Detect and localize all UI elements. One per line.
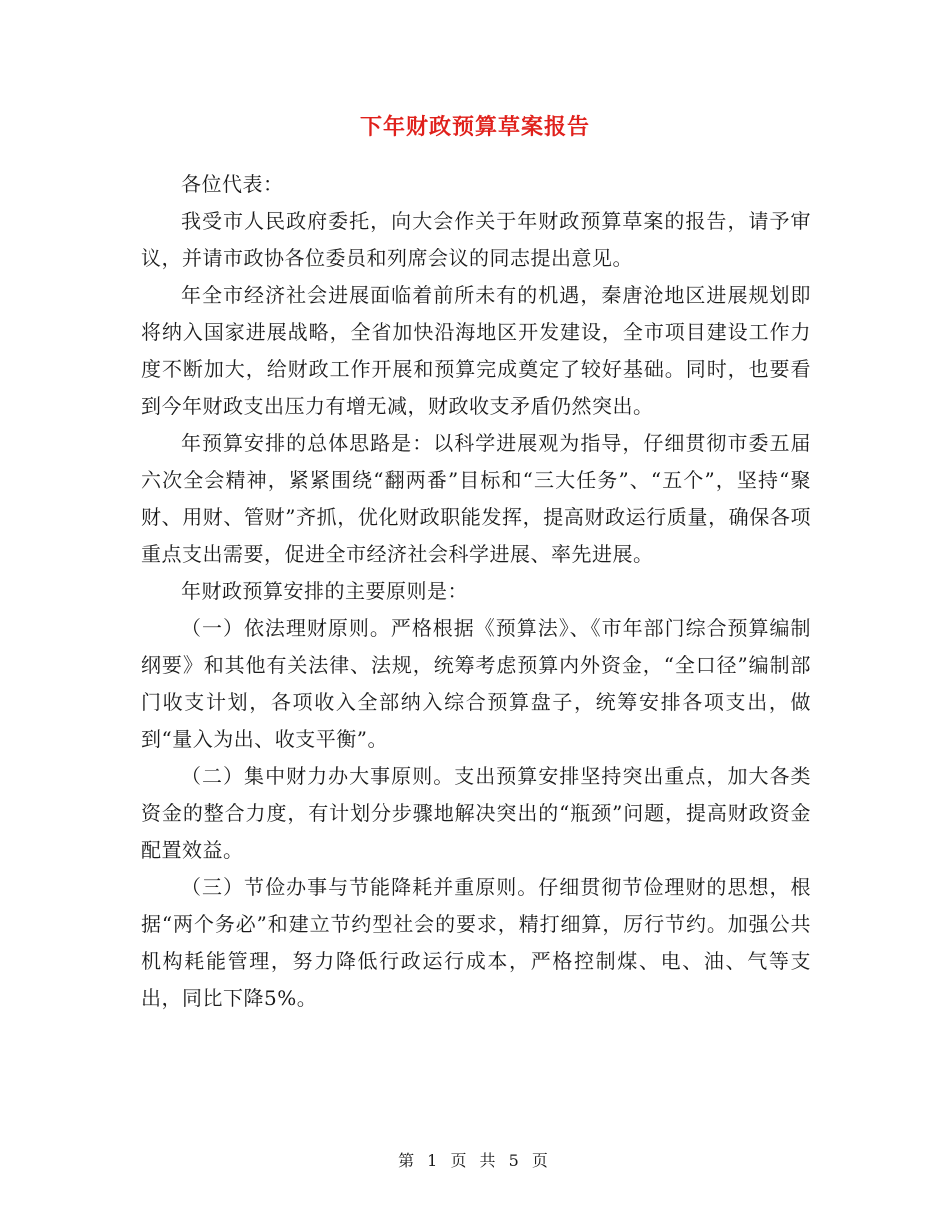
paragraph-situation: 年全市经济社会进展面临着前所未有的机遇，秦唐沧地区进展规划即将纳入国家进展战略，全省加快沿海地区开发建设，全市项目建设工作力度不断加大，给财政工作开展和预算完成奠定了较好基础。同时，也要看到今年财政支出压力有增无减，财政收支矛盾仍然突出。	[141, 283, 811, 418]
paragraph-overall-approach: 年预算安排的总体思路是：以科学进展观为指导，仔细贯彻市委五届六次全会精神，紧紧围绕“翻两番”目标和“三大任务”、“五个”，坚持“聚财、用财、管财”齐抓，优化财政职能发挥，提高财政运行质量，确保各项重点支出需要，促进全市经济社会科学进展、率先进展。	[141, 431, 811, 566]
document-title: 下年财政预算草案报告	[359, 115, 590, 140]
paragraph-principles-heading: 年财政预算安排的主要原则是：	[181, 579, 468, 603]
page-footer: 第 1 页 共 5 页	[398, 1151, 552, 1170]
paragraph-intro: 我受市人民政府委托，向大会作关于年财政预算草案的报告，请予审议，并请市政协各位委员和列席会议的同志提出意见。	[141, 209, 811, 270]
paragraph-salutation: 各位代表：	[181, 172, 284, 196]
paragraph-principle-1: （一）依法理财原则。严格根据《预算法》、《市年部门综合预算编制纲要》和其他有关法律、法规，统筹考虑预算内外资金，“全口径”编制部门收支计划，各项收入全部纳入综合预算盘子，统筹安排各项支出，做到“量入为出、收支平衡”。	[141, 616, 811, 751]
paragraph-principle-3: （三）节俭办事与节能降耗并重原则。仔细贯彻节俭理财的思想，根据“两个务必”和建立节约型社会的要求，精打细算，厉行节约。加强公共机构耗能管理，努力降低行政运行成本，严格控制煤、电、油、气等支出，同比下降5%。	[141, 875, 811, 1010]
document-body	[141, 166, 811, 1017]
paragraph-principle-2: （二）集中财力办大事原则。支出预算安排坚持突出重点，加大各类资金的整合力度，有计划分步骤地解决突出的“瓶颈”问题，提高财政资金配置效益。	[141, 764, 811, 862]
